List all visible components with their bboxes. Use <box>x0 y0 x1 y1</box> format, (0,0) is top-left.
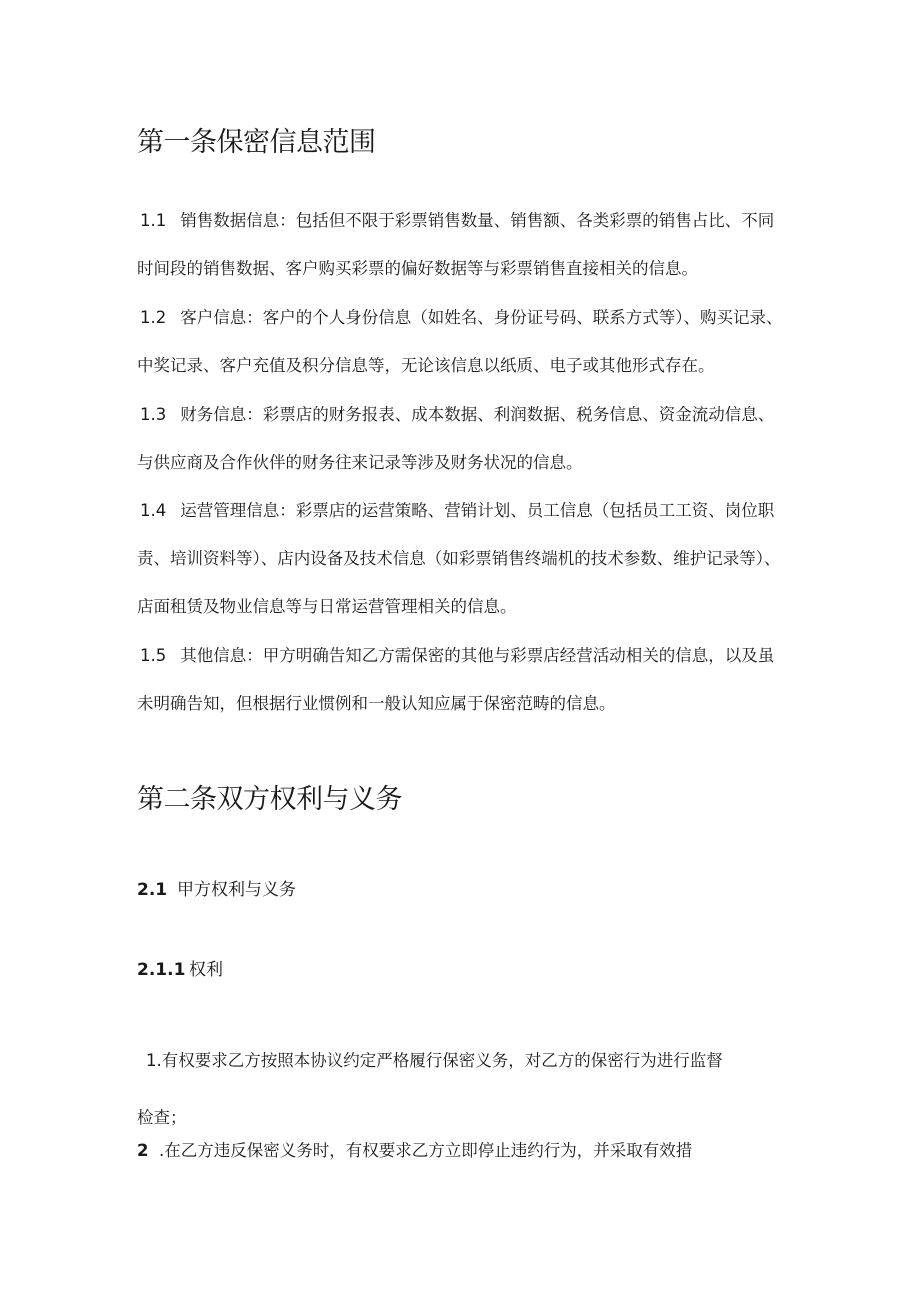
section-2-1 <box>137 875 296 900</box>
clause-text: 运营管理信息：彩票店的运营策略、营销计划、员工信息（包括员工工资、岗位职责、培训资料等）、店内设备及技术信息（如彩票销售终端机的技术参数、维护记录等）、店面租赁及物业信息等与日常运营管理相关的信息。 <box>137 501 781 616</box>
clause-number: 1.1 <box>140 211 167 230</box>
right-1-line-2: 检查； <box>137 1108 187 1127</box>
section-number: 2.1.1 <box>137 960 186 980</box>
clause-text: 销售数据信息：包括但不限于彩票销售数量、销售额、各类彩票的销售占比、不同时间段的销售数据、客户购买彩票的偏好数据等与彩票销售直接相关的信息。 <box>137 211 775 278</box>
clause-1-1 <box>137 197 787 293</box>
section-title: 权利 <box>189 960 223 980</box>
right-2-line <box>137 1137 692 1161</box>
clause-1-3 <box>137 391 787 487</box>
clause-text: 财务信息：彩票店的财务报表、成本数据、利润数据、税务信息、资金流动信息、与供应商及合作伙伴的财务往来记录等涉及财务状况的信息。 <box>137 405 775 472</box>
article-2-heading: 第二条双方权利与义务 <box>137 784 402 815</box>
clause-number: 1.2 <box>140 308 167 327</box>
clause-number: 1.5 <box>140 646 167 665</box>
section-number: 2.1 <box>137 880 168 900</box>
section-title: 甲方权利与义务 <box>177 880 296 900</box>
clause-number: 1.4 <box>140 501 167 520</box>
section-2-1-1 <box>137 955 223 980</box>
clause-1-5 <box>137 632 787 728</box>
article-1-heading: 第一条保密信息范围 <box>137 127 376 158</box>
clause-number: 1.3 <box>140 405 167 424</box>
clause-text: 客户信息：客户的个人身份信息（如姓名、身份证号码、联系方式等）、购买记录、中奖记录、客户充值及积分信息等，无论该信息以纸质、电子或其他形式存在。 <box>137 308 783 375</box>
right-1-line-1: 1.有权要求乙方按照本协议约定严格履行保密义务，对乙方的保密行为进行监督 <box>146 1051 723 1070</box>
clause-1-2 <box>137 294 787 390</box>
item-text: .在乙方违反保密义务时，有权要求乙方立即停止违约行为，并采取有效措 <box>159 1141 693 1160</box>
clause-text: 其他信息：甲方明确告知乙方需保密的其他与彩票店经营活动相关的信息，以及虽未明确告知，但根据行业惯例和一般认知应属于保密范畴的信息。 <box>137 646 775 713</box>
item-number: 2 <box>137 1141 149 1160</box>
clause-1-4 <box>137 487 787 631</box>
